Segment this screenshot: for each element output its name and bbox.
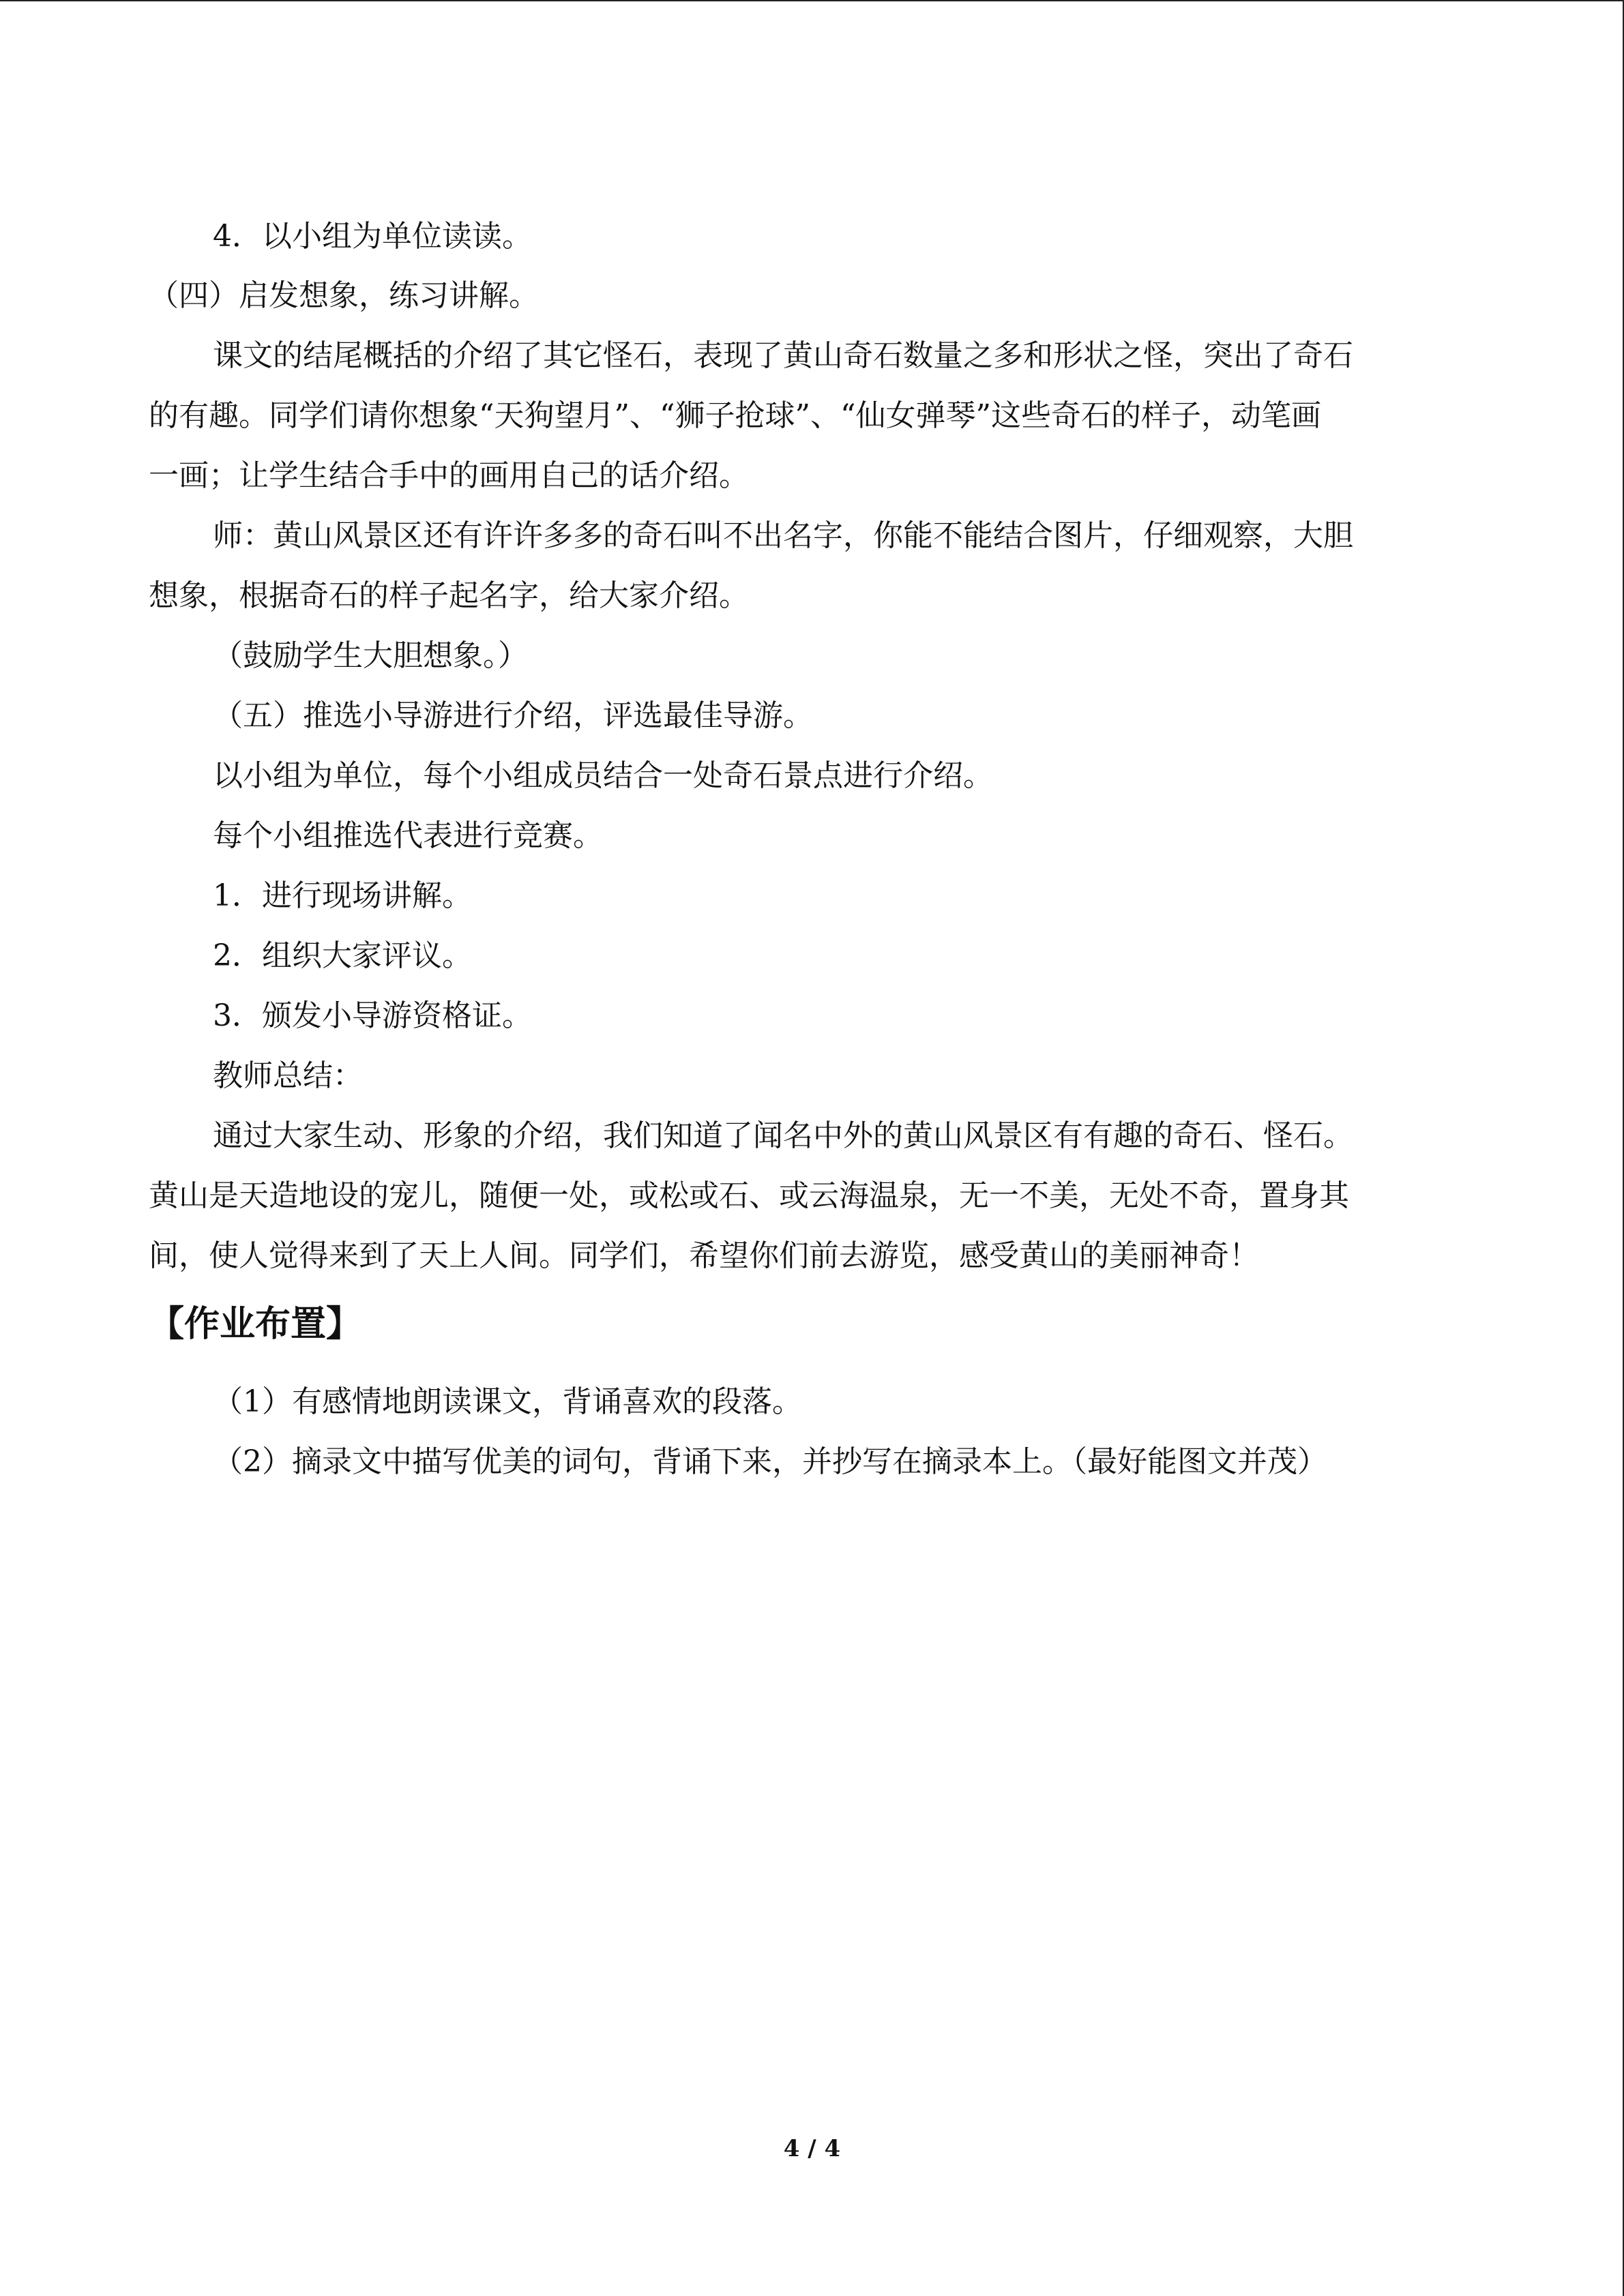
paragraph-line: 的有趣。同学们请你想象“天狗望月”、“狮子抢球”、“仙女弹琴”这些奇石的样子，动笔画 bbox=[149, 398, 1321, 433]
homework-item: （2）摘录文中描写优美的词句，背诵下来，并抄写在摘录本上。（最好能图文并茂） bbox=[213, 1444, 1327, 1479]
section-heading-imagination: （四）启发想象，练习讲解。 bbox=[149, 278, 539, 313]
paragraph-line: 每个小组推选代表进行竞赛。 bbox=[213, 818, 603, 853]
paragraph-line: 黄山是天造地设的宠儿，随便一处，或松或石、或云海温泉，无一不美，无处不奇，置身其 bbox=[149, 1178, 1349, 1213]
paragraph-line: 间，使人觉得来到了天上人间。同学们，希望你们前去游览，感受黄山的美丽神奇！ bbox=[149, 1238, 1259, 1273]
paragraph-line: 以小组为单位，每个小组成员结合一处奇石景点进行介绍。 bbox=[213, 758, 993, 793]
page-number: 4 / 4 bbox=[783, 2135, 841, 2162]
paragraph-line: 通过大家生动、形象的介绍，我们知道了闻名中外的黄山风景区有有趣的奇石、怪石。 bbox=[213, 1118, 1353, 1153]
teacher-summary-label: 教师总结： bbox=[213, 1058, 363, 1093]
section-heading-guide-selection: （五）推选小导游进行介绍，评选最佳导游。 bbox=[213, 698, 813, 733]
list-item: 1．进行现场讲解。 bbox=[213, 878, 472, 913]
paragraph-line: 课文的结尾概括的介绍了其它怪石，表现了黄山奇石数量之多和形状之怪，突出了奇石 bbox=[213, 338, 1353, 373]
homework-item: （1）有感情地朗读课文，背诵喜欢的段落。 bbox=[213, 1384, 802, 1419]
list-item: 3．颁发小导游资格证。 bbox=[213, 998, 532, 1033]
list-item: 2．组织大家评议。 bbox=[213, 938, 472, 973]
homework-heading: 【作业布置】 bbox=[149, 1304, 362, 1345]
paragraph-line: 师：黄山风景区还有许许多多的奇石叫不出名字，你能不能结合图片，仔细观察，大胆 bbox=[213, 518, 1353, 553]
paragraph-note: （鼓励学生大胆想象。） bbox=[213, 638, 528, 673]
list-item-read-in-groups: 4．以小组为单位读读。 bbox=[213, 219, 532, 254]
paragraph-line: 一画；让学生结合手中的画用自己的话介绍。 bbox=[149, 458, 749, 493]
paragraph-line: 想象，根据奇石的样子起名字，给大家介绍。 bbox=[149, 578, 749, 613]
